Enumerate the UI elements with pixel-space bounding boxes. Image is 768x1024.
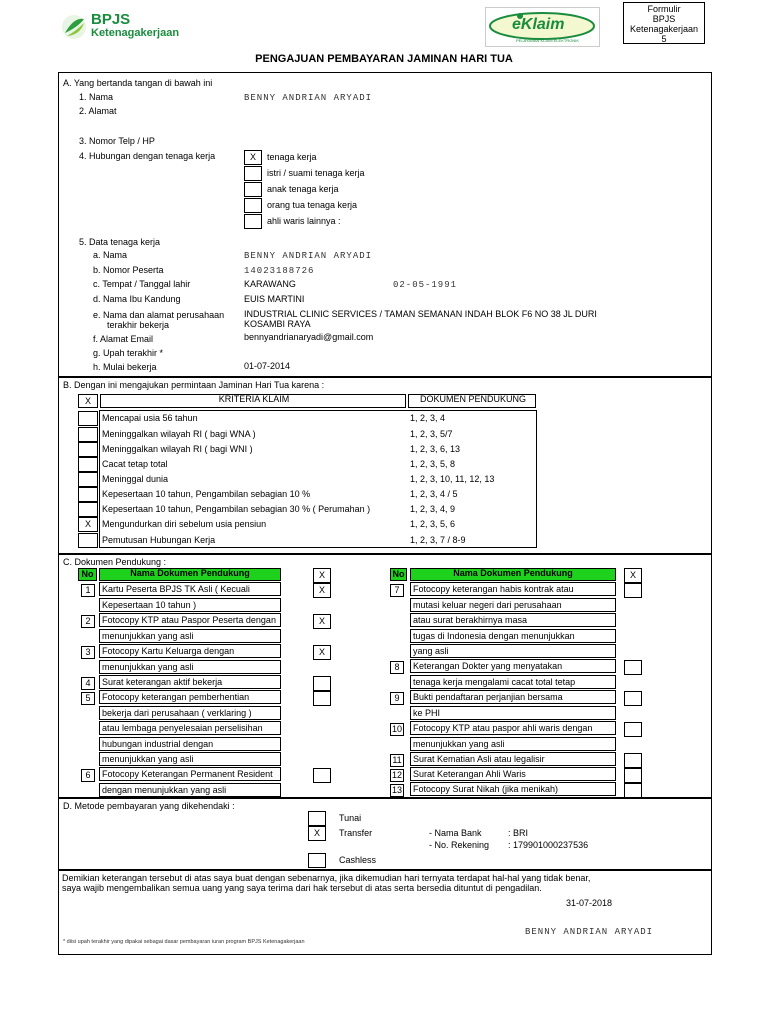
document-name-line: tenaga kerja mengalami cacat total tetap (410, 675, 616, 689)
section-a-heading: A. Yang bertanda tangan di bawah ini (63, 78, 213, 88)
document-name-line: bekerja dari perusahaan ( verklaring ) (99, 706, 281, 720)
statement-line: saya wajib mengembalikan semua uang yang saya terima dari hak tersebut di atas serta bersedia dituntut di pengadilan. (62, 883, 542, 893)
bpjs-logo (58, 12, 202, 42)
field-label: e. Nama dan alamat perusahaan (93, 310, 225, 320)
document-name-line: Fotocopy keterangan pemberhentian (99, 690, 281, 704)
kriteria-checkbox[interactable] (78, 427, 98, 442)
document-name-line: menunjukkan yang asli (410, 737, 616, 751)
kriteria-header-checkbox: X (78, 394, 98, 408)
kriteria-label: Pemutusan Hubungan Kerja (102, 535, 216, 545)
kriteria-checkbox[interactable] (78, 472, 98, 487)
left-no-header: No (78, 568, 97, 581)
hubungan-checkbox[interactable] (244, 182, 262, 197)
document-name-line: Surat Kematian Asli atau legalisir (410, 752, 616, 766)
cashless-label: Cashless (339, 855, 377, 865)
rekening-label: - No. Rekening (429, 840, 490, 850)
hubungan-checkbox[interactable] (244, 166, 262, 181)
signer-name: BENNY ANDRIAN ARYADI (525, 927, 654, 937)
bpjs-leaf-icon (60, 13, 88, 41)
form-label-line: BPJS (652, 14, 676, 24)
field-value[interactable]: BENNY ANDRIAN ARYADI (244, 251, 373, 261)
document-name-line: tugas di Indonesia dengan menunjukkan (410, 629, 616, 643)
perusahaan-value-line2[interactable]: KOSAMBI RAYA (244, 319, 311, 329)
hubungan-option-label: istri / suami tenaga kerja (267, 168, 365, 178)
field-label: g. Upah terakhir * (93, 348, 164, 358)
document-number: 6 (81, 769, 95, 782)
eklaim-logo-text: eKlaim (512, 16, 565, 33)
document-number: 7 (390, 584, 404, 597)
document-number: 2 (81, 615, 95, 628)
document-number: 13 (391, 785, 402, 795)
hubungan-checkbox[interactable] (244, 214, 262, 229)
document-name-line: atau surat berakhirnya masa (410, 613, 616, 627)
document-name-line: Fotocopy KTP atau paspor ahli waris dengan (410, 721, 616, 735)
document-name-line: Fotocopy Surat Nikah (jika menikah) (410, 782, 616, 796)
document-number: 4 (81, 677, 95, 690)
kriteria-label: Cacat tetap total (102, 459, 168, 469)
dokumen-pendukung-value: 1, 2, 3, 4 / 5 (410, 489, 458, 499)
tunai-checkbox[interactable] (308, 811, 326, 826)
document-name-line: Surat Keterangan Ahli Waris (410, 767, 616, 781)
field-label: f. Alamat Email (93, 334, 154, 344)
document-name-line: dengan menunjukkan yang asli (99, 783, 281, 797)
perusahaan-label-line2: terakhir bekerja (107, 320, 170, 330)
document-checkbox[interactable] (624, 583, 642, 598)
kriteria-checkbox[interactable] (78, 457, 98, 472)
document-name-line: Kartu Peserta BPJS TK Asli ( Kecuali (99, 582, 281, 596)
section-b-heading: B. Dengan ini mengajukan permintaan Jaminan Hari Tua karena : (63, 380, 325, 390)
hubungan-option-label: tenaga kerja (267, 152, 317, 162)
kriteria-label: Meninggal dunia (102, 474, 169, 484)
statement-line: Demikian keterangan tersebut di atas saya buat dengan sebenarnya, jika dikemudian hari ternyata terdapat hal-hal yang tidak benar, (62, 873, 591, 883)
document-name-line: yang asli (410, 644, 616, 658)
field-label: c. Tempat / Tanggal lahir (93, 279, 191, 289)
rekening-value[interactable]: : 179901000237536 (508, 840, 589, 850)
document-name-line: menunjukkan yang asli (99, 660, 281, 674)
dokumen-pendukung-value: 1, 2, 3, 5/7 (410, 429, 453, 439)
document-name-line: Fotocopy KTP atau Paspor Peserta dengan (99, 613, 281, 627)
field-label: d. Nama Ibu Kandung (93, 294, 181, 304)
document-checkbox[interactable] (624, 753, 642, 768)
document-number: 12 (391, 770, 402, 780)
alamat-label: 2. Alamat (79, 106, 117, 116)
dokumen-pendukung-value: 1, 2, 3, 5, 8 (410, 459, 456, 469)
section-c-heading: C. Dokumen Pendukung : (63, 557, 167, 567)
document-name-line: Fotocopy Keterangan Permanent Resident (99, 767, 281, 781)
kriteria-checkbox[interactable] (78, 442, 98, 457)
dokumen-pendukung-value: 1, 2, 3, 10, 11, 12, 13 (410, 474, 495, 484)
document-checkbox[interactable] (624, 660, 642, 675)
right-nama-header: Nama Dokumen Pendukung (410, 568, 616, 581)
section-d-heading: D. Metode pembayaran yang dikehendaki : (63, 801, 235, 811)
kriteria-label: Mengundurkan diri sebelum usia pensiun (102, 519, 267, 529)
right-no-header: No (390, 568, 407, 581)
document-name-line: Kepesertaan 10 tahun ) (99, 598, 281, 612)
field-value[interactable]: INDUSTRIAL CLINIC SERVICES / TAMAN SEMANAN INDAH BLOK F6 NO 38 JL DURI (244, 309, 597, 319)
document-number: 1 (81, 584, 95, 597)
document-number: 10 (391, 724, 402, 734)
kriteria-checkbox[interactable] (78, 411, 98, 426)
footnote: * diisi upah terakhir yang dipakai sebagai dasar pembayaran iuran program BPJS Ketenagakerjaan (63, 939, 305, 945)
document-name-line: Keterangan Dokter yang menyatakan (410, 659, 616, 673)
document-name-line: Fotocopy keterangan habis kontrak atau (410, 582, 616, 596)
data-tenaga-kerja-label: 5. Data tenaga kerja (79, 237, 161, 247)
bpjs-logo-subtext: Ketenagakerjaan (91, 27, 180, 39)
kriteria-label: Mencapai usia 56 tahun (102, 413, 198, 423)
form-label-box (623, 2, 705, 44)
document-name-line: Fotocopy Kartu Keluarga dengan (99, 644, 281, 658)
document-number: 8 (390, 661, 404, 674)
statement-date: 31-07-2018 (566, 898, 613, 908)
document-name-line: Bukti pendaftaran perjanjian bersama (410, 690, 616, 704)
hubungan-option-label: anak tenaga kerja (267, 184, 339, 194)
right-x-header: X (624, 568, 642, 583)
document-checkbox[interactable]: X (313, 614, 331, 629)
field-value[interactable]: 14023188726 (244, 266, 315, 276)
hubungan-option-label: orang tua tenaga kerja (267, 200, 358, 210)
nama-label: 1. Nama (79, 92, 114, 102)
bank-label: - Nama Bank (429, 828, 482, 838)
document-name-line: mutasi keluar negeri dari perusahaan (410, 598, 616, 612)
kriteria-checkbox[interactable] (78, 487, 98, 502)
document-checkbox[interactable]: X (313, 645, 331, 660)
kriteria-label: Kepesertaan 10 tahun, Pengambilan sebagian 30 % ( Perumahan ) (102, 504, 371, 514)
section-a (58, 72, 712, 377)
document-checkbox[interactable] (313, 676, 331, 691)
document-name-line: ke PHI (410, 706, 616, 720)
tanggal-lahir-value[interactable]: 02-05-1991 (393, 280, 458, 290)
document-number: 5 (81, 692, 95, 705)
bpjs-logo-text: BPJS (91, 11, 131, 28)
field-value[interactable]: EUIS MARTINI (244, 294, 305, 304)
document-name-line: atau lembaga penyelesaian perselisihan (99, 721, 281, 735)
left-nama-header: Nama Dokumen Pendukung (99, 568, 281, 581)
document-name-line: hubungan industrial dengan (99, 737, 281, 751)
document-name-line: Surat keterangan aktif bekerja (99, 675, 281, 689)
document-name-line: menunjukkan yang asli (99, 629, 281, 643)
nama-value[interactable]: BENNY ANDRIAN ARYADI (244, 93, 373, 103)
field-value[interactable]: KARAWANG (244, 279, 296, 289)
document-checkbox[interactable] (624, 768, 642, 783)
dokumen-pendukung-value: 1, 2, 3, 4, 9 (410, 504, 456, 514)
dokumen-header: DOKUMEN PENDUKUNG (408, 394, 536, 408)
kriteria-checkbox[interactable]: X (78, 517, 98, 532)
kriteria-header: KRITERIA KLAIM (100, 394, 406, 408)
field-value[interactable]: 01-07-2014 (244, 361, 291, 371)
document-name-line: menunjukkan yang asli (99, 752, 281, 766)
document-checkbox[interactable]: X (313, 583, 331, 598)
field-value[interactable]: bennyandrianaryadi@gmail.com (244, 332, 374, 342)
dokumen-pendukung-value: 1, 2, 3, 5, 6 (410, 519, 456, 529)
form-label-line: 5 (661, 34, 667, 44)
cashless-checkbox[interactable] (308, 853, 326, 868)
dokumen-pendukung-value: 1, 2, 3, 4 (410, 413, 446, 423)
transfer-checkbox[interactable]: X (308, 826, 326, 841)
hubungan-option-label: ahli waris lainnya : (267, 216, 341, 226)
transfer-label: Transfer (339, 828, 373, 838)
hubungan-checkbox[interactable] (244, 198, 262, 213)
field-label: b. Nomor Peserta (93, 265, 164, 275)
kriteria-checkbox[interactable] (78, 502, 98, 517)
document-number: 3 (81, 646, 95, 659)
form-label-line: Ketenagakerjaan (629, 24, 699, 34)
dokumen-pendukung-value: 1, 2, 3, 7 / 8-9 (410, 535, 466, 545)
document-number: 11 (390, 754, 404, 767)
document-checkbox[interactable] (624, 722, 642, 737)
eklaim-logo (485, 7, 600, 47)
telp-label: 3. Nomor Telp / HP (79, 136, 155, 146)
kriteria-label: Meninggalkan wilayah RI ( bagi WNI ) (102, 444, 253, 454)
document-checkbox[interactable] (624, 691, 642, 706)
hubungan-label: 4. Hubungan dengan tenaga kerja (79, 151, 216, 161)
page-title: PENGAJUAN PEMBAYARAN JAMINAN HARI TUA (255, 53, 513, 65)
document-checkbox[interactable] (624, 783, 642, 798)
field-label: h. Mulai bekerja (93, 362, 157, 372)
kriteria-label: Meninggalkan wilayah RI ( bagi WNA ) (102, 429, 256, 439)
kriteria-label: Kepesertaan 10 tahun, Pengambilan sebagian 10 % (102, 489, 311, 499)
document-checkbox[interactable] (313, 691, 331, 706)
kriteria-checkbox[interactable] (78, 533, 98, 548)
dokumen-pendukung-value: 1, 2, 3, 6, 13 (410, 444, 461, 454)
field-label: a. Nama (93, 250, 128, 260)
tunai-label: Tunai (339, 813, 362, 823)
bank-value[interactable]: : BRI (508, 828, 529, 838)
document-number: 9 (390, 692, 404, 705)
left-x-header: X (313, 568, 331, 583)
eklaim-logo-subtext: PELAYANAN KLAIM ELEKTRONIK (516, 38, 579, 43)
document-checkbox[interactable] (313, 768, 331, 783)
form-label-line: Formulir (647, 4, 681, 14)
hubungan-checkbox[interactable]: X (244, 150, 262, 165)
